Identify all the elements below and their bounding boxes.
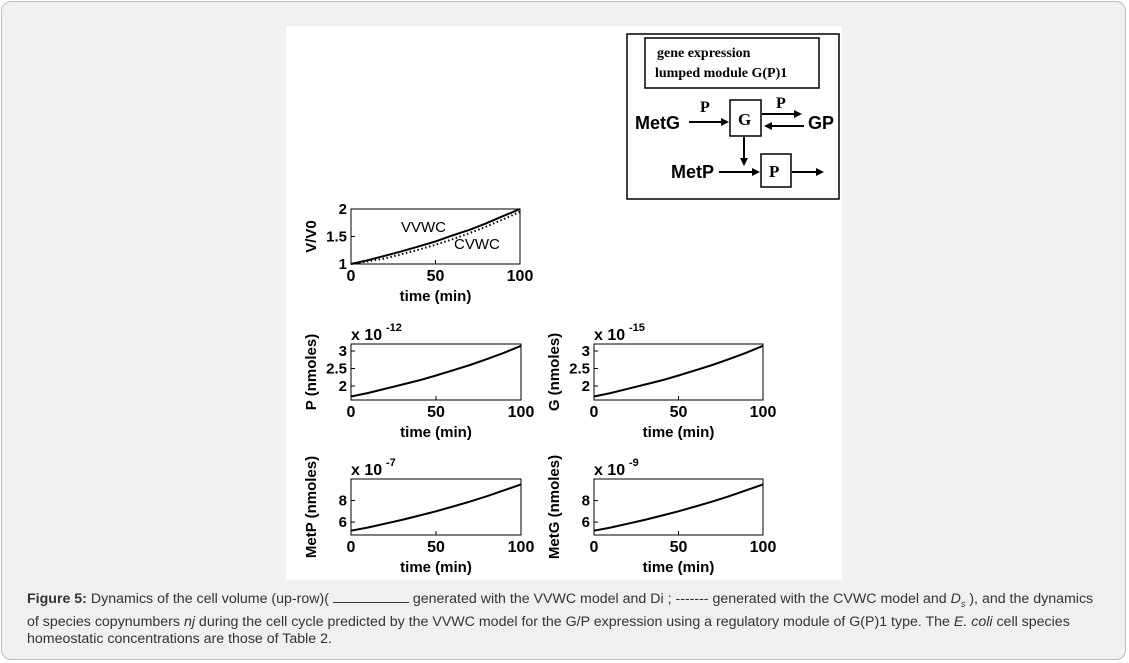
x-tick-label: 0 [346, 404, 356, 421]
module-diagram [627, 34, 839, 199]
x-tick-label: 50 [427, 404, 445, 421]
charts-group [303, 201, 776, 576]
y-tick-label: 8 [581, 492, 590, 510]
diagram-title-line1: gene expression [657, 46, 751, 61]
caption-text-1: Dynamics of the cell volume (up-row)( [86, 591, 333, 607]
y-tick-label: 3 [581, 343, 590, 360]
y-axis-label: G (nmoles) [546, 332, 563, 412]
figure-caption [27, 590, 1103, 649]
y-tick-label: 2.5 [569, 360, 590, 378]
y-exponent: -9 [629, 457, 639, 469]
x-tick-label: 0 [346, 539, 356, 556]
y-multiplier: x 10 [351, 462, 383, 479]
y-axis-label: MetG (nmoles) [546, 454, 563, 560]
x-tick-label: 0 [589, 404, 599, 421]
x-tick-label: 0 [589, 539, 599, 556]
x-tick-label: 50 [669, 539, 688, 556]
caption-text-4: during the cell cycle predicted by the VVWC model for the G/P expression using a regulatory module of G(P)1 type. The [194, 613, 954, 630]
y-multiplier: x 10 [351, 327, 383, 344]
g-box-label: G [738, 110, 752, 129]
annotation-vvwc: VVWC [401, 219, 446, 236]
y-tick-label: 2 [338, 378, 347, 395]
figure-image [286, 26, 842, 580]
x-tick-label: 50 [426, 268, 445, 285]
y-axis-label: V/V0 [303, 220, 320, 253]
y-axis-label: MetP (nmoles) [303, 455, 320, 559]
y-tick-label: 6 [581, 514, 590, 532]
chart-1 [303, 322, 534, 441]
metg-label: MetG [635, 113, 680, 133]
x-axis-label: time (min) [400, 424, 472, 441]
figure-svg [286, 26, 842, 580]
y-multiplier: x 10 [594, 327, 626, 344]
caption-nj: nj [183, 613, 195, 630]
p-right-label: P [776, 95, 786, 112]
y-tick-label: 3 [338, 343, 347, 360]
diagram-title-line2: lumped module G(P)1 [655, 66, 788, 81]
y-axis-label: P (nmoles) [303, 333, 320, 411]
x-tick-label: 100 [507, 404, 535, 421]
y-tick-label: 1.5 [326, 228, 347, 246]
y-tick-label: 2 [338, 201, 347, 218]
p-left-label: P [700, 99, 710, 116]
caption-label: Figure 5: [27, 591, 87, 607]
metp-label: MetP [671, 162, 715, 182]
chart-2 [546, 322, 776, 441]
y-exponent: -7 [386, 457, 396, 469]
y-tick-label: 2 [581, 378, 590, 395]
y-tick-label: 2.5 [326, 360, 347, 378]
chart-4 [546, 455, 776, 576]
caption-ds: D [950, 591, 961, 607]
x-axis-label: time (min) [400, 559, 472, 576]
x-tick-label: 50 [427, 539, 445, 556]
caption-ds-sub: s [960, 598, 966, 609]
y-tick-label: 1 [338, 256, 347, 273]
x-tick-label: 50 [669, 404, 688, 421]
x-tick-label: 0 [346, 268, 356, 285]
p-box-label: P [769, 162, 780, 181]
annotation-cvwc: CVWC [454, 236, 500, 253]
x-axis-label: time (min) [642, 559, 715, 576]
caption-text-2: generated with the VVWC model and Di ; ------- generated with the CVWC model and [408, 591, 951, 607]
chart-3 [303, 456, 534, 576]
y-exponent: -12 [386, 322, 402, 334]
y-tick-label: 6 [338, 514, 347, 532]
x-tick-label: 100 [749, 404, 777, 421]
x-axis-label: time (min) [399, 288, 472, 305]
caption-text-5: cell species homeostatic concentrations are those of Table 2. [27, 613, 1070, 648]
x-axis-label: time (min) [642, 424, 715, 441]
x-tick-label: 100 [507, 539, 535, 556]
caption-text-3: ), and the dynamics of species copynumbers [27, 591, 1094, 630]
gp-label: GP [808, 113, 835, 133]
chart-0 [303, 201, 533, 305]
x-tick-label: 100 [506, 268, 534, 285]
y-tick-label: 8 [338, 492, 347, 510]
y-multiplier: x 10 [594, 462, 626, 479]
caption-blank-line [333, 590, 409, 603]
y-exponent: -15 [629, 322, 645, 334]
caption-ecoli: E. coli [953, 613, 993, 630]
x-tick-label: 100 [749, 539, 777, 556]
